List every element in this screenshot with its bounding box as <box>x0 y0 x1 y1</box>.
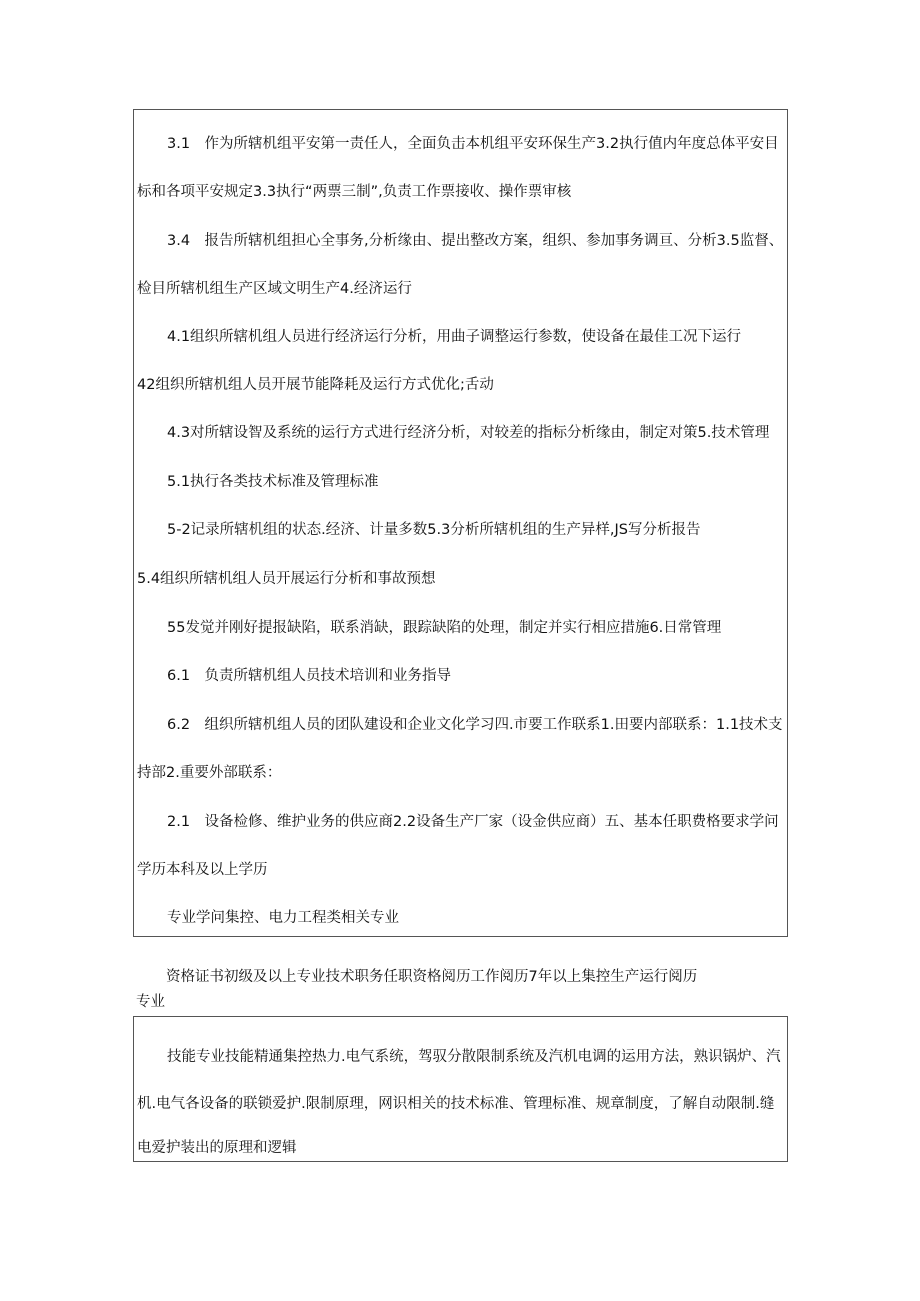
text-line: 42组织所辖机组人员开展节能降耗及运行方式优化;舌动 <box>137 377 494 393</box>
qualification-line: 资格证书初级及以上专业技术职务任职资格阅历工作阅历7年以上集控生产运行阅历 <box>166 969 698 985</box>
text-line: 6.1 负责所辖机组人员技术培训和业务指导 <box>167 668 452 684</box>
text-line: 6.2 组织所辖机组人员的团队建设和企业文化学习四.市要工作联系1.田要内部联系：1.1技术支 <box>167 717 783 733</box>
text-line: 电爱护装出的原理和逻辑 <box>137 1140 297 1156</box>
text-line: 5.4组织所辖机组人员开展运行分析和事故预想 <box>137 571 436 587</box>
skills-table-cell <box>133 1016 788 1162</box>
text-line: 2.1 设备检修、维护业务的供应商2.2设备生产厂家（设金供应商）五、基本任职费格要求学问 <box>167 814 779 830</box>
responsibilities-table-cell <box>133 109 788 937</box>
text-line: 标和各项平安规定3.3执行“两票三制”,负责工作票接收、操作票审核 <box>137 184 572 200</box>
text-line: 5-2记录所辖机组的状态.经济、计量多数5.3分析所辖机组的生产异样,JS写分析报告 <box>167 522 701 538</box>
text-line: 4.1组织所辖机组人员进行经济运行分析，用曲子调整运行参数，使设备在最佳工况下运行 <box>167 329 742 345</box>
text-line: 55发觉并刚好提报缺陷，联系消缺，跟踪缺陷的处理，制定并实行相应措施6.日常管理 <box>167 620 722 636</box>
text-line: 学历本科及以上学历 <box>137 862 268 878</box>
qualification-label: 专业 <box>136 994 165 1010</box>
text-line: 4.3对所辖设智及系统的运行方式进行经济分析，对较差的指标分析缘由，制定对策5.技术管理 <box>167 425 770 441</box>
text-line: 5.1执行各类技术标准及管理标准 <box>167 474 379 490</box>
text-line: 专业学问集控、电力工程类相关专业 <box>167 910 399 926</box>
text-line: 技能专业技能精通集控热力.电气系统，驾驭分散限制系统及汽机电调的运用方法，熟识锅炉、汽 <box>167 1049 781 1065</box>
text-line: 机.电气各设备的联锁爱护.限制原理，网识相关的技术标准、管理标准、规章制度，了解自动限制.缝 <box>137 1096 775 1112</box>
text-line: 3.1 作为所辖机组平安第一责任人，全面负击本机组平安环保生产3.2执行值内年度总体平安目 <box>167 136 779 152</box>
text-line: 检目所辖机组生产区域文明生产4.经济运行 <box>137 281 412 297</box>
text-line: 持部2.重要外部联系： <box>137 765 282 781</box>
text-line: 3.4 报告所辖机组担心全事务,分析缘由、提出整改方案，组织、参加事务调亘、分析3.5监督、 <box>167 233 784 249</box>
